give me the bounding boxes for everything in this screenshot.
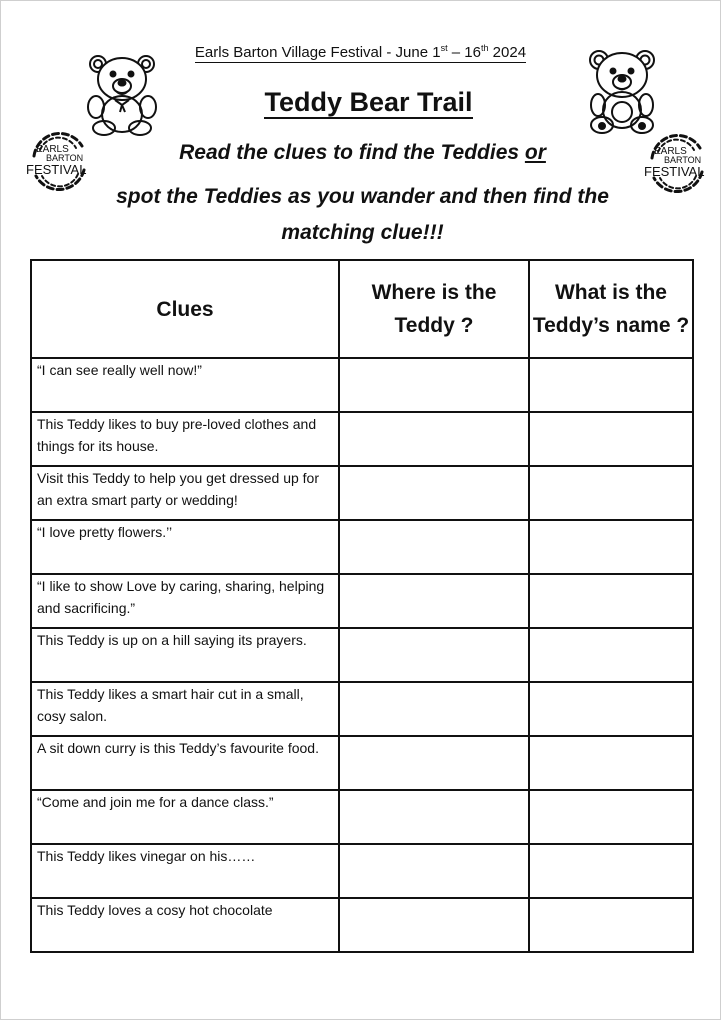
clue-cell: “I can see really well now!”	[31, 358, 339, 412]
where-answer-cell[interactable]	[339, 844, 529, 898]
clue-cell: “I like to show Love by caring, sharing, helping and sacrificing.”	[31, 574, 339, 628]
instruction-line-3: matching clue!!!	[281, 221, 444, 244]
name-answer-cell[interactable]	[529, 844, 693, 898]
table-row	[31, 790, 693, 844]
clue-cell: This Teddy is up on a hill saying its prayers.	[31, 628, 339, 682]
table-row	[31, 898, 693, 952]
name-answer-cell[interactable]	[529, 682, 693, 736]
clue-cell: Visit this Teddy to help you get dressed up for an extra smart party or wedding!	[31, 466, 339, 520]
name-answer-cell[interactable]	[529, 466, 693, 520]
where-answer-cell[interactable]	[339, 520, 529, 574]
logo-text-earls: EARLS	[654, 146, 687, 157]
table-row	[31, 358, 693, 412]
clue-cell: This Teddy loves a cosy hot chocolate	[31, 898, 339, 952]
where-answer-cell[interactable]	[339, 412, 529, 466]
name-answer-cell[interactable]	[529, 412, 693, 466]
logo-text-barton: BARTON	[664, 155, 702, 165]
table-row	[31, 736, 693, 790]
teddy-bear-left-icon	[84, 52, 162, 136]
clue-cell: This Teddy likes a smart hair cut in a small, cosy salon.	[31, 682, 339, 736]
where-answer-cell[interactable]	[339, 790, 529, 844]
logo-text-festival: FESTIVAL	[26, 162, 87, 177]
where-answer-cell[interactable]	[339, 682, 529, 736]
where-answer-cell[interactable]	[339, 466, 529, 520]
where-answer-cell[interactable]	[339, 898, 529, 952]
clue-cell: A sit down curry is this Teddy’s favourite food.	[31, 736, 339, 790]
where-answer-cell[interactable]	[339, 628, 529, 682]
page-title: Teddy Bear Trail	[264, 87, 473, 117]
instruction-line-2: spot the Teddies as you wander and then find the	[116, 185, 609, 208]
where-answer-cell[interactable]	[339, 736, 529, 790]
table-row	[31, 574, 693, 628]
teddy-bear-right-icon	[584, 48, 660, 134]
name-answer-cell[interactable]	[529, 574, 693, 628]
name-answer-cell[interactable]	[529, 628, 693, 682]
logo-text-earls: EARLS	[36, 144, 69, 155]
clue-cell: “Come and join me for a dance class.”	[31, 790, 339, 844]
table-row	[31, 682, 693, 736]
festival-header: Earls Barton Village Festival - June 1st – 16th 2024	[194, 43, 527, 61]
table-row	[31, 466, 693, 520]
where-answer-cell[interactable]	[339, 574, 529, 628]
clue-cell: This Teddy likes vinegar on his……	[31, 844, 339, 898]
header-clues: Clues	[31, 260, 339, 358]
name-answer-cell[interactable]	[529, 358, 693, 412]
name-answer-cell[interactable]	[529, 790, 693, 844]
name-answer-cell[interactable]	[529, 736, 693, 790]
table-row	[31, 520, 693, 574]
header-where: Where is the Teddy ?	[339, 260, 529, 358]
clue-cell: “I love pretty flowers.’’	[31, 520, 339, 574]
table-row	[31, 412, 693, 466]
table-row	[31, 628, 693, 682]
name-answer-cell[interactable]	[529, 898, 693, 952]
where-answer-cell[interactable]	[339, 358, 529, 412]
name-answer-cell[interactable]	[529, 520, 693, 574]
table-header-row	[31, 260, 693, 358]
header-name: What is the Teddy’s name ?	[529, 260, 693, 358]
table-row	[31, 844, 693, 898]
logo-text-barton: BARTON	[46, 153, 84, 163]
instruction-line-1: Read the clues to find the Teddies or	[179, 141, 546, 164]
clue-cell: This Teddy likes to buy pre-loved clothes and things for its house.	[31, 412, 339, 466]
logo-text-festival: FESTIVAL	[644, 164, 705, 179]
teddy-trail-table	[30, 259, 694, 953]
